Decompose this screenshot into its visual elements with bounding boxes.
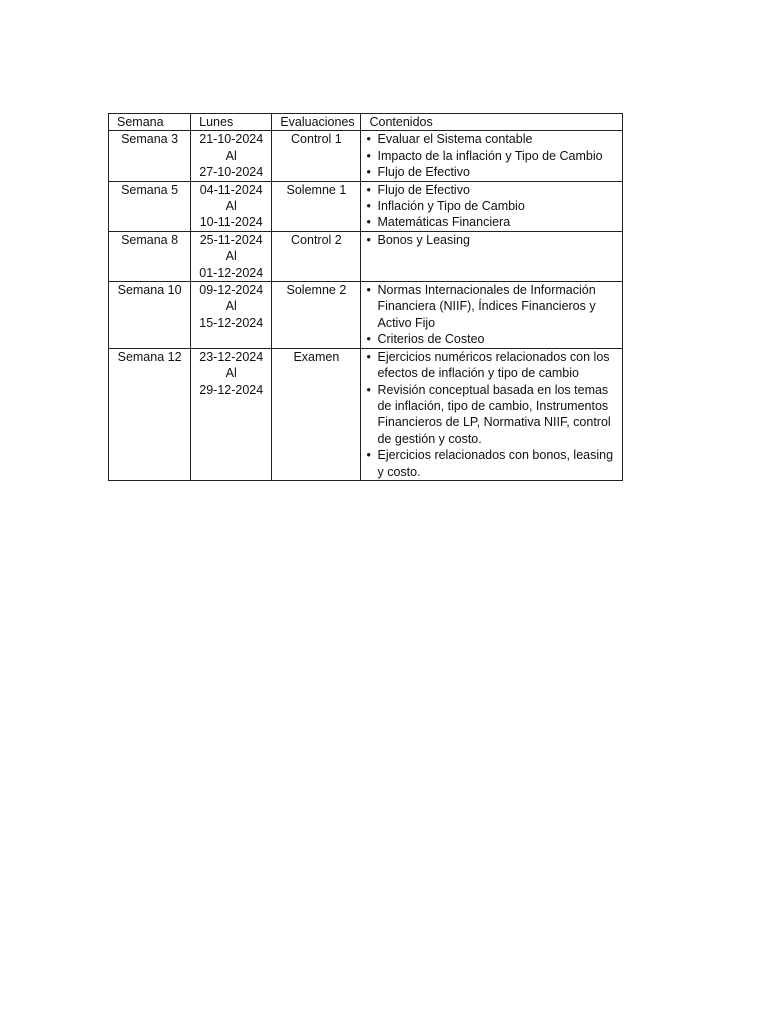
evaluacion-cell: Control 1 [272, 131, 361, 181]
date-range-cell [191, 231, 272, 281]
evaluacion-cell: Solemne 1 [272, 181, 361, 231]
date-start: 04-11-2024 [199, 182, 263, 197]
date-end: 15-12-2024 [199, 315, 264, 330]
content-item: • Bonos y Leasing [366, 232, 619, 248]
evaluacion-cell: Solemne 2 [272, 282, 361, 349]
content-list [364, 232, 619, 248]
contenidos-cell [361, 282, 623, 349]
header-row [109, 114, 623, 131]
semana-cell: Semana 3 [109, 131, 191, 181]
semana-cell: Semana 10 [109, 282, 191, 349]
semana-cell: Semana 5 [109, 181, 191, 231]
header-contenidos: Contenidos [361, 114, 623, 131]
content-list [364, 131, 619, 180]
date-connector: Al [225, 148, 237, 163]
date-connector: Al [225, 299, 237, 314]
content-item: • Flujo de Efectivo [366, 182, 619, 198]
table-body [109, 131, 623, 481]
date-range-cell [191, 181, 272, 231]
contenidos-cell [361, 348, 623, 480]
date-connector: Al [225, 249, 237, 264]
content-list [364, 282, 619, 348]
content-item: • Ejercicios numéricos relacionados con los efectos de inflación y tipo de cambio [366, 349, 619, 382]
content-item: • Criterios de Costeo [366, 331, 619, 347]
table-row [109, 181, 623, 231]
content-item: • Revisión conceptual basada en los temas de inflación, tipo de cambio, Instrumentos Financieros de LP, Normativa NIIF, control de gestión y costo. [366, 382, 619, 448]
contenidos-cell [361, 131, 623, 181]
content-item: • Ejercicios relacionados con bonos, leasing y costo. [366, 447, 619, 480]
header-evaluaciones: Evaluaciones [272, 114, 361, 131]
semana-cell: Semana 8 [109, 231, 191, 281]
header-lunes: Lunes [191, 114, 272, 131]
date-start: 25-11-2024 [199, 232, 263, 247]
date-end: 01-12-2024 [199, 265, 264, 280]
content-item: • Normas Internacionales de Información Financiera (NIIF), Índices Financieros y Activo Fijo [366, 282, 619, 331]
date-end: 10-11-2024 [199, 215, 263, 230]
date-connector: Al [225, 366, 237, 381]
table-row [109, 348, 623, 480]
header-semana: Semana [109, 114, 191, 131]
evaluacion-cell: Control 2 [272, 231, 361, 281]
date-range-cell [191, 348, 272, 480]
date-range-cell [191, 282, 272, 349]
date-start: 21-10-2024 [199, 132, 264, 147]
content-item: • Flujo de Efectivo [366, 164, 619, 180]
content-item: • Impacto de la inflación y Tipo de Cambio [366, 148, 619, 164]
content-list [364, 349, 619, 480]
schedule-table [108, 113, 623, 481]
date-connector: Al [225, 199, 237, 214]
content-item: • Evaluar el Sistema contable [366, 131, 619, 147]
table-row [109, 131, 623, 181]
semana-cell: Semana 12 [109, 348, 191, 480]
date-start: 09-12-2024 [199, 283, 264, 298]
date-range-cell [191, 131, 272, 181]
content-item: • Matemáticas Financiera [366, 214, 619, 230]
table-row [109, 231, 623, 281]
table-header [109, 114, 623, 131]
contenidos-cell [361, 181, 623, 231]
date-start: 23-12-2024 [199, 349, 264, 364]
date-end: 29-12-2024 [199, 382, 264, 397]
content-list [364, 182, 619, 231]
contenidos-cell [361, 231, 623, 281]
date-end: 27-10-2024 [199, 165, 264, 180]
content-item: • Inflación y Tipo de Cambio [366, 198, 619, 214]
table-row [109, 282, 623, 349]
evaluacion-cell: Examen [272, 348, 361, 480]
